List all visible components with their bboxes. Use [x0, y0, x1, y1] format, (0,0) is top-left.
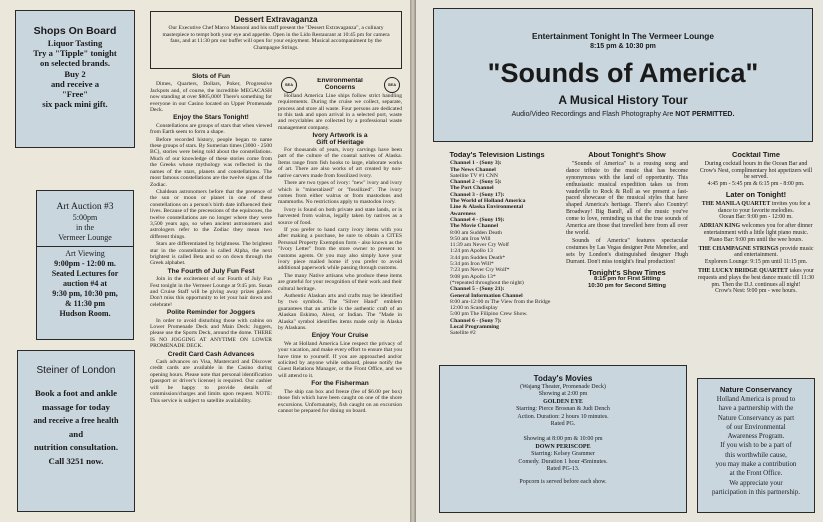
tv-listing-line: General Information Channel [450, 292, 523, 299]
later-item-name: ADRIAN KING [699, 223, 741, 230]
tv-listing-line: The World of Holland America [450, 198, 526, 205]
cocktail-times: 4:45 pm - 5:45 pm & 6:15 pm - 8:00 pm. [707, 181, 805, 188]
ivory-title: Ivory Artwork is a [312, 132, 368, 140]
tv-listing-line: The News Channel [450, 166, 496, 173]
recording-notice-text: Audio/Video Recordings and Flash Photography Are [511, 111, 676, 118]
later-items [697, 201, 815, 295]
movies-box [439, 365, 687, 513]
steiner-box [17, 350, 135, 512]
recording-notice [434, 110, 812, 120]
environment-text: Holland America Line ships follow strict handling requirements. During the cruise we collect, separate, process and store all waste. Four persons are dedicated to this task and upon arrival in a selected port, waste and recyclables are collected by a professional waste management company. [278, 92, 402, 131]
about-show [566, 152, 688, 362]
show-subtitle: A Musical History Tour [558, 93, 688, 107]
steiner-line: Book a foot and ankle [34, 388, 118, 398]
shops-line: Liquor Tasting [47, 38, 103, 48]
movie-2-title: DOWN PERISCOPE [535, 443, 591, 450]
steiner-line: and receive a free health [33, 416, 119, 425]
nature-line: Nature Conservancy as part [717, 414, 795, 422]
sea-logo-right: SEA [384, 77, 400, 93]
movies-location: (Wajang Theater, Promenade Deck) [520, 384, 606, 390]
movie-1-starring: Starring: Pierce Brosnan & Judi Dench [516, 406, 610, 413]
art-viewing-section [37, 246, 133, 319]
later-item [697, 246, 815, 266]
tv-listing-line: (*repeated throughout the night) [450, 279, 524, 286]
nature-line: participation in this partnership. [711, 488, 801, 496]
july-fest-title: The Fourth of July Fun Fest [167, 267, 255, 275]
movies-note: Popcorn is served before each show. [519, 479, 607, 486]
nature-line: If you wish to be a part of [720, 442, 792, 450]
movie-2-rating: Rated PG-13. [546, 466, 580, 473]
shops-on-board-box [15, 10, 135, 148]
about-show-title: About Tonight's Show [588, 152, 666, 159]
nature-line: you may make a contribution [715, 461, 797, 469]
art-viewing-line: Hudson Room. [59, 309, 111, 318]
ivory-paragraph: If you prefer to hand carry ivory items with you after making a purchase, be sure to obtain a CITES Personal Property Exemption form - also known as the "Ivory Letter" from the store owner to present to customs agents. Or you may also simply have your ivory piece mailed home if you prefer to avoid additional paperwork while passing through customs. [278, 226, 402, 272]
tv-listing-line: Satellite #2 [450, 330, 476, 337]
tv-listing-line: 5:00 pm The Filipino Crew Show. [450, 311, 528, 318]
cocktail-title: Cocktail Time [732, 152, 780, 159]
later-item [697, 223, 815, 243]
dessert-text: Our Executive Chef Marco Massoni and his staff present the "Dessert Extravaganza", a culinary masterpiece to tempt both your eye and appetite. Open in the Lido Restaurant at 10:45 pm for camera fans, and at 11:30 pm our buffet will open for your enjoyment. Musical accompaniment by the Champagne Strings. [162, 25, 390, 51]
shops-line: on selected brands. [40, 58, 110, 69]
joggers-title: Polite Reminder for Joggers [166, 309, 256, 317]
nature-line: of our Environmental [726, 423, 786, 431]
about-show-paragraph: "Sounds of America" is a rousing song and dance tribute to the music that has become synonymous with the land of opportunity. This enthusiastic musical expedition takes us from vaudeville to Rock & Roll as we present a fast-paced showcase of the musical styles that have shaped America's heritage. There's also Country! Broadway! Big Band!, all of the music you've come to love, reminding us that the true sounds of America are those that travelled here from all over the world. [566, 160, 688, 236]
credit-card-title: Credit Card Cash Advances [167, 350, 255, 358]
tv-listing-line: Awareness [450, 210, 476, 217]
later-item-text: takes your requests and plays the best dance music till 11:30 pm. Then the D.J. continues all night! [697, 267, 815, 288]
movie-2-starring: Starring: Kelsey Grammer [531, 451, 595, 458]
shops-line: six pack mini gift. [42, 99, 108, 110]
about-show-paragraph: Sounds of America" features spectacular costumes by Las Vegas designer Pete Menefee, and sets by London's distinguished designer Hugh Durrant. Don't miss tonight's final production! [566, 237, 688, 265]
show-banner-box [433, 8, 813, 142]
art-viewing-title: Art Viewing [65, 249, 105, 258]
stars-title: Enjoy the Stars Tonight! [173, 114, 249, 122]
entertainment-times: 8:15 pm & 10:30 pm [590, 43, 656, 50]
show-times-title: Tonight's Show Times [588, 267, 666, 277]
steiner-line: nutrition consultation. [33, 442, 119, 452]
fisherman-text: The ship can box and freeze (fee of $6.00 per box) those fish which have been caught on one of the shore excursions. Unfortunately, fish caught on an excursion cannot be prepared for dining on board. [278, 388, 402, 414]
stars-paragraph: Chaldean astronomers before that the presence of the sun or moon or planet in one of these constellations on a person's birth date influenced their lives. Because of the precessions of the equinoxes, the twelve constellations are no longer where they were 3,500 years ago, so when ancient astronomers and astrologers refer to the Zodiac they mean two different things. [150, 188, 272, 240]
later-item-venue: Ocean Bar: 9:00 pm - 12:00 m. [719, 214, 793, 221]
tv-listing-line: 11:39 am Never Cry Wolf [450, 242, 509, 249]
dessert-title: Dessert Extravaganza [234, 15, 318, 24]
tv-listing-line: Channel 3 - (Sony 17): [450, 191, 505, 198]
shops-line: and receive a [50, 78, 100, 89]
later-item-venue: Piano Bar: 9:00 pm until the wee hours. [709, 236, 803, 243]
recording-notice-emphasis: NOT PERMITTED. [675, 111, 735, 118]
art-viewing-line: & 11:30 pm [65, 299, 105, 308]
nature-line: We appreciate your [729, 479, 783, 487]
art-auction-time: 5:00pm [72, 213, 98, 222]
july-fest-text: Join in the excitement of our Fourth of July Fun Fest tonight in the Vermeer Lounge at 9:45 pm. Susan and Cruise Staff will be giving away prizes galore. Don't miss this opportunity to let your hair down and celebrate! [150, 276, 272, 308]
later-item-venue: Crow's Nest: 9:00 pm - wee hours. [715, 288, 797, 295]
sea-logo-left: SEA [281, 77, 297, 93]
tv-listing-line: 7:23 pm Never Cry Wolf* [450, 267, 510, 274]
right-page [416, 0, 823, 522]
later-item-text: provide music and entertainment. [734, 245, 814, 259]
ivory-paragraph: The many Native artisans who produce these items are grateful for your recognition of their work and their cultural heritage. [278, 272, 402, 292]
tv-listing-line: 5:34 pm Iron Will* [450, 261, 494, 268]
steiner-line: Call 3251 now. [48, 455, 104, 466]
tv-listing-line: Channel 5 - (Sony 21): [450, 286, 505, 293]
nature-line: this worthwhile cause, [725, 451, 787, 459]
later-item-name: THE CHAMPAGNE STRINGS [698, 245, 779, 252]
show-title: "Sounds of America" [487, 58, 759, 88]
art-viewing-line: 9:30 pm, 10:30 pm, [52, 289, 118, 298]
art-viewing-line: auction #4 at [63, 279, 107, 288]
joggers-text: In order to avoid disturbing those with cabins on Lower Promenade Deck and Main Deck: Joggers, please use the Sports Deck, around the dome. THERE IS NO JOGGING AT ANYTIME ON LOWER PROMENADE DECK. [150, 317, 272, 350]
art-auction-title: Art Auction #3 [56, 202, 114, 212]
shops-line: "Free" [61, 89, 89, 100]
stars-paragraph: Constellations are groups of stars that when viewed from Earth seem to form a shape. [150, 122, 272, 136]
cocktail-text: During cocktail hours in the Ocean Bar and Crow's Nest, complimentary hot appetizers will be served. [699, 160, 813, 181]
tv-listing-line: 12:00 m Scandisplay [450, 305, 498, 312]
nature-line: at the Front Office. [729, 470, 783, 478]
dessert-box [150, 11, 402, 69]
movie-2-info: Comedy. Duration 1 hour 45minutes. [518, 458, 608, 465]
steiner-line: and [68, 428, 84, 439]
art-viewing-line: Seated Lectures for [51, 269, 119, 278]
movie-1-time: Showing at 2:00 pm [538, 391, 588, 398]
art-viewing-line: 9:00pm - 12:00 m. [54, 259, 116, 268]
later-item-venue: Explorers Lounge: 9:15 pm until 11:15 pm. [704, 259, 808, 266]
tv-listing-line: Channel 1 - (Sony 3): [450, 160, 502, 167]
art-auction-box [36, 190, 134, 340]
tv-listings-title: Today's Television Listings [449, 152, 545, 159]
nature-line: Holland America is proud to [716, 396, 796, 403]
tv-listing-line: 1:24 pm Apollo 13 [450, 248, 493, 255]
tv-listing-line: Line & Alaska Environmental [450, 204, 524, 211]
enjoy-cruise-text: We at Holland America Line respect the privacy of your vacation, and make every effort to ensure that you have time to yourself. If you are approached and/or solicited by anyone while onboard, please notify the Guest Relations Manager, or the Front Office, and we will attend to it. [278, 340, 402, 379]
entertainment-heading: Entertainment Tonight In The Vermeer Lounge [532, 31, 714, 41]
movie-2-time: Showing at 8:00 pm & 10:00 pm [523, 436, 603, 443]
steiner-line: massage for today [42, 401, 110, 412]
credit-card-text: Cash advances on Visa, Mastercard and Discover credit cards are available in the Casino during opening hours. Please note that personal identification (passport or driver's license) is required. Our cashier will be happy to provide details of commission/charges and limits upon request. NOTE: This service is subject to satellite availability. [150, 359, 272, 404]
movie-1-info: Action. Duration: 2 hours 10 minutes. [517, 413, 609, 420]
stars-paragraph: Before recorded history, people began to name these groups of stars. By Sumerian times (3000 - 2500 BC), stories were being told about the constellations. Much of our knowledge of these stories come from the Greeks whose mythology was reflected in the names of the stars, planets and constellations. The most famous constellations are the twelve signs of the Zodiac. [150, 136, 272, 188]
tv-listing-line: 8:00 am Sudden Death [450, 229, 502, 236]
show-times-first: 8:15 pm for First Sitting [593, 276, 661, 283]
movie-1-title: GOLDEN EYE [543, 398, 583, 405]
steiner-title: Steiner of London [36, 365, 116, 376]
nature-conservancy-box [697, 378, 815, 513]
shops-title: Shops On Board [33, 25, 117, 37]
shops-line: Try a "Tipple" tonight [33, 48, 117, 59]
nature-line: Awareness Program. [727, 433, 785, 441]
environment-title: Environmental [317, 78, 363, 84]
later-item-text: welcomes you for after dinner entertainment with a little light piano music. [703, 223, 813, 236]
tv-listing-line: 8:00 am-12:00 m The View from the Bridge [450, 298, 551, 305]
later-item [697, 201, 815, 221]
shops-line: Buy 2 [64, 68, 86, 79]
left-column-1 [150, 72, 272, 512]
art-auction-place: Vermeer Lounge [58, 233, 112, 242]
tv-listing-line: The Movie Channel [450, 223, 499, 230]
tv-listing-line: Channel 6 - (Sony 7): [450, 317, 502, 324]
tv-listing-line: Channel 4 - (Sony 19): [450, 216, 505, 223]
slots-title: Slots of Fun [191, 73, 231, 80]
tv-listing-line: Local Programming [450, 324, 500, 331]
later-item-text: invites you for a dance to your favorite melodies. [717, 200, 811, 214]
movies-title: Today's Movies [533, 374, 593, 383]
ivory-paragraph: Ivory is found on both private and state lands, or is harvested from walrus, legally taken by natives as a source of food. [278, 206, 402, 226]
left-column-2 [278, 78, 402, 512]
ivory-paragraph: There are two types of ivory: "new" ivory and ivory which is "mineralized" or "fossilized". The ivory comes from either walrus or from mastodons and mammoths. No restrictions apply to mastodon ivory. [278, 180, 402, 206]
tv-listing-line: 9:50 am Iron Will [450, 235, 491, 242]
later-title: Later on Tonight! [725, 189, 787, 199]
nature-line: have a partnership with the [718, 405, 794, 413]
tv-listing-line: The Port Channel [450, 185, 494, 192]
tv-listing-line: 9:08 pm Apollo 13* [450, 273, 496, 280]
later-item-name: THE MANILA QUARTET [701, 200, 771, 207]
tv-listings-lines [436, 160, 558, 336]
cocktail-and-later [697, 152, 815, 374]
ivory-title: Gift of Heritage [316, 138, 364, 146]
fisherman-title: For the Fisherman [311, 380, 369, 388]
show-times-second: 10:30 pm for Second Sitting [588, 283, 666, 290]
enjoy-cruise-title: Enjoy Your Cruise [311, 332, 369, 340]
environment-title: Concerns [324, 84, 356, 92]
tv-listing-line: Satellite TV #1 CNN [450, 172, 498, 179]
tv-listing-line: 3:44 pm Sudden Death* [450, 254, 506, 261]
art-auction-place: in the [76, 223, 94, 232]
later-item-name: THE LUCKY BRIDGE QUARTET [698, 267, 789, 274]
slots-text: Dimes, Quarters, Dollars, Poker, Progressive Jackpots and, of course, the incredible MEGACASH now standing at over $805,000! There's something for everyone in our Casino located on Upper Promenade Deck. [150, 81, 272, 114]
nature-title: Nature Conservancy [720, 385, 792, 394]
later-item [697, 268, 815, 295]
tv-listings [436, 152, 558, 370]
stars-paragraph: Stars are differentiated by brightness. The brightest star in the constellation is called Alpha, the next brightest is called Beta and so on down through the Greek alphabet. [150, 241, 272, 267]
ivory-paragraph: For thousands of years, ivory carvings have been part of the culture of the coastal natives of Alaska. Items range from fish hooks to large, elaborate works of art. There are also works of art created by non-native carvers made from fossilized ivory. [278, 147, 402, 179]
movie-1-rating: Rated PG. [550, 421, 576, 428]
ivory-paragraph: Authentic Alaskan arts and crafts may be identified by two symbols. The "Silver Hand" emblem guarantees that an article is the authentic craft of an Alaskan Eskimo, Aleut, or Indian. The "Made in Alaska" symbol identifies items made only in Alaska by Alaskans. [278, 293, 402, 332]
tv-listing-line: Channel 2 - (Sony 5): [450, 179, 502, 186]
left-page [0, 0, 410, 522]
